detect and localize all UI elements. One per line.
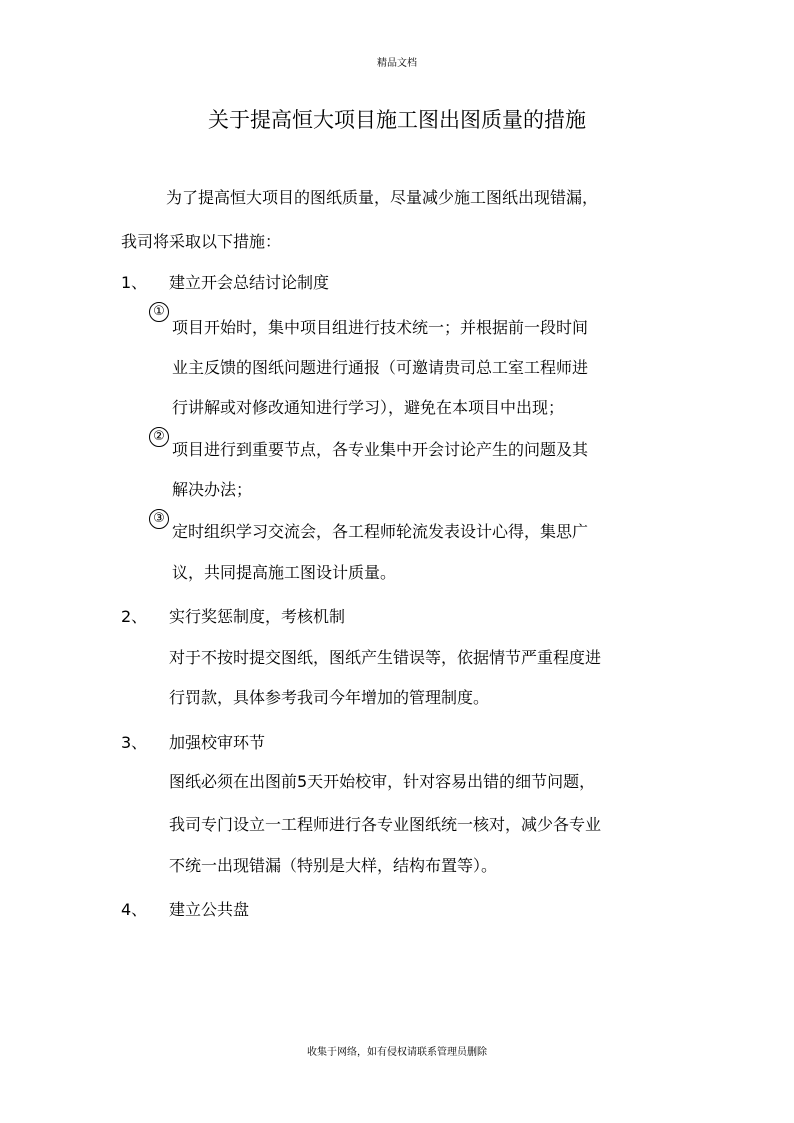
section-3-heading: 加强校审环节 — [169, 733, 266, 752]
intro-line-2: 我司将采取以下措施： — [121, 232, 282, 251]
section-1-item-1-line-3: 行讲解或对修改通知进行学习），避免在本项目中出现； — [172, 398, 565, 417]
section-1-item-3-line-1: 定时组织学习交流会，各工程师轮流发表设计心得，集思广 — [172, 522, 589, 541]
section-4-number: 4、 — [121, 900, 148, 919]
section-2-line-1: 对于不按时提交图纸，图纸产生错误等，依据情节严重程度进 — [169, 648, 602, 667]
section-2-line-2: 行罚款，具体参考我司今年增加的管理制度。 — [169, 688, 490, 707]
section-3-line-2: 我司专门设立一工程师进行各专业图纸统一核对，减少各专业 — [169, 815, 602, 834]
page-header: 精品文档 — [377, 58, 417, 69]
circled-number-3: ③ — [149, 509, 169, 529]
page-footer: 收集于网络，如有侵权请联系管理员删除 — [307, 1047, 487, 1058]
section-3-number: 3、 — [121, 733, 148, 752]
section-1-number: 1、 — [121, 273, 148, 292]
section-1-item-2-line-2: 解决办法； — [172, 480, 253, 499]
section-3-line-3: 不统一出现错漏（特别是大样，结构布置等）。 — [169, 856, 498, 875]
intro-line-1: 为了提高恒大项目的图纸质量，尽量减少施工图纸出现错漏， — [166, 188, 599, 207]
section-2-heading: 实行奖惩制度，考核机制 — [169, 607, 346, 626]
section-4-heading: 建立公共盘 — [169, 900, 250, 919]
section-2-number: 2、 — [121, 607, 148, 626]
section-1-item-2-line-1: 项目进行到重要节点，各专业集中开会讨论产生的问题及其 — [172, 440, 589, 459]
circled-number-1: ① — [149, 302, 169, 322]
section-1-heading: 建立开会总结讨论制度 — [169, 273, 330, 292]
circled-number-2: ② — [149, 427, 169, 447]
section-1-item-1-line-2: 业主反馈的图纸问题进行通报（可邀请贵司总工室工程师进 — [172, 358, 589, 377]
section-1-item-3-line-2: 议，共同提高施工图设计质量。 — [172, 563, 397, 582]
section-3-line-1: 图纸必须在出图前5天开始校审，针对容易出错的细节问题， — [169, 772, 596, 791]
document-title: 关于提高恒大项目施工图出图质量的措施 — [208, 108, 586, 132]
section-1-item-1-line-1: 项目开始时，集中项目组进行技术统一；并根据前一段时间 — [172, 318, 589, 337]
